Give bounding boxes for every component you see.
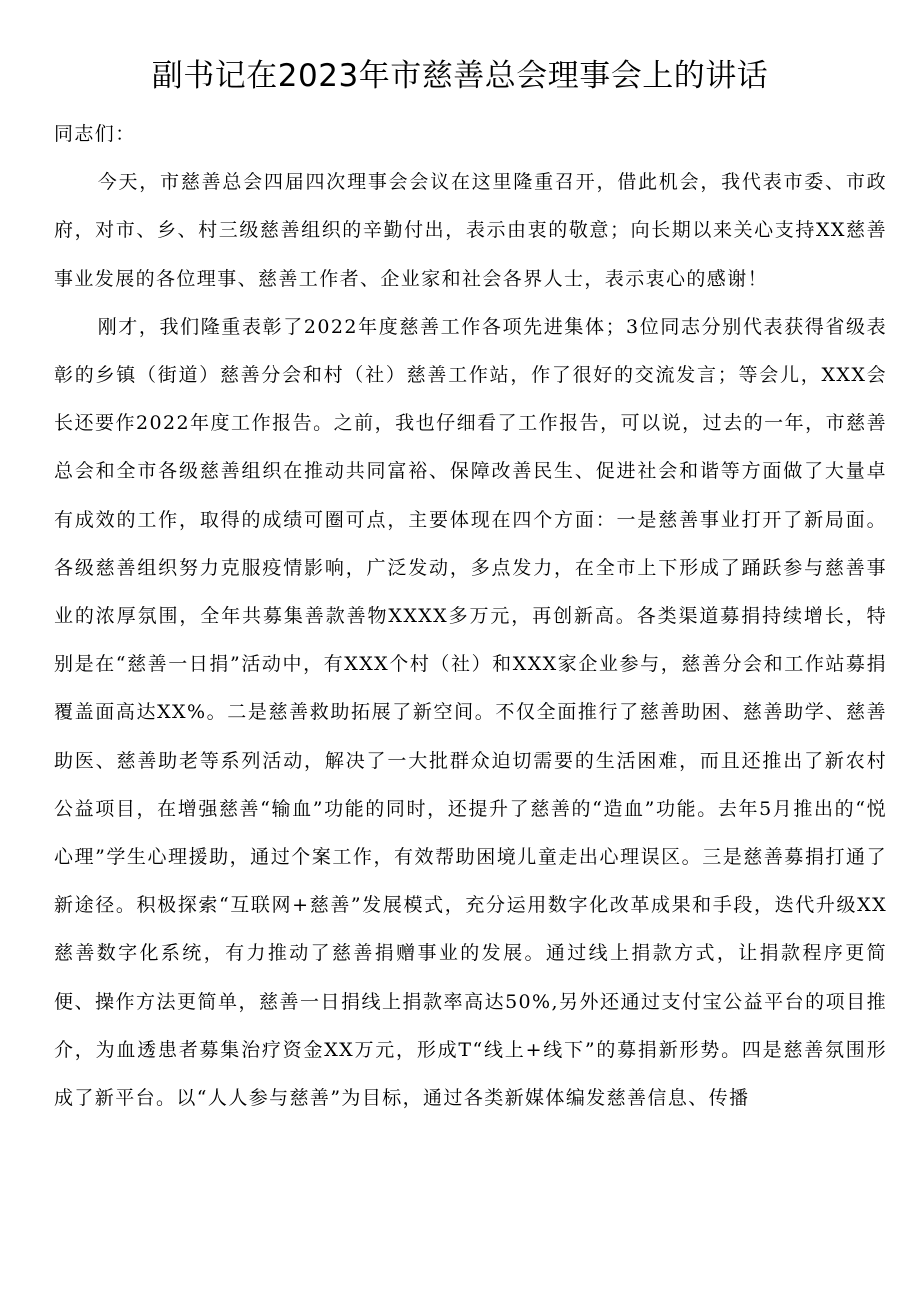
- document-title: 副书记在2023年市慈善总会理事会上的讲话: [151, 58, 769, 94]
- paragraph-opening: 今天，市慈善总会四届四次理事会会议在这里隆重召开，借此机会，我代表市委、市政府，对市、乡、村三级慈善组织的辛勤付出，表示由衷的敬意；向长期以来关心支持XX慈善事业发展的各位理事、慈善工作者、企业家和社会各界人士，表示衷心的感谢！: [54, 171, 887, 290]
- document-body: [54, 110, 887, 1122]
- salutation: 同志们：: [54, 123, 136, 145]
- paragraph-review: 刚才，我们隆重表彰了2022年度慈善工作各项先进集体；3位同志分别代表获得省级表彰的乡镇（街道）慈善分会和村（社）慈善工作站，作了很好的交流发言；等会儿，XXX会长还要作2022年度工作报告。之前，我也仔细看了工作报告，可以说，过去的一年，市慈善总会和全市各级慈善组织在推动共同富裕、保障改善民生、促进社会和谐等方面做了大量卓有成效的工作，取得的成绩可圈可点，主要体现在四个方面：一是慈善事业打开了新局面。各级慈善组织努力克服疫情影响，广泛发动，多点发力，在全市上下形成了踊跃参与慈善事业的浓厚氛围，全年共募集善款善物XXXX多万元，再创新高。各类渠道募捐持续增长，特别是在“慈善一日捐”活动中，有XXX个村（社）和XXX家企业参与，慈善分会和工作站募捐覆盖面高达XX%。二是慈善救助拓展了新空间。不仅全面推行了慈善助困、慈善助学、慈善助医、慈善助老等系列活动，解决了一大批群众迫切需要的生活困难，而且还推出了新农村公益项目，在增强慈善“输血”功能的同时，还提升了慈善的“造血”功能。去年5月推出的“悦心理”学生心理援助，通过个案工作，有效帮助困境儿童走出心理误区。三是慈善募捐打通了新途径。积极探索“互联网+慈善”发展模式，充分运用数字化改革成果和手段，迭代升级XX慈善数字化系统，有力推动了慈善捐赠事业的发展。通过线上捐款方式，让捐款程序更简便、操作方法更简单，慈善一日捐线上捐款率高达50%,另外还通过支付宝公益平台的项目推介，为血透患者募集治疗资金XX万元，形成T“线上+线下”的募捐新形势。四是慈善氛围形成了新平台。以“人人参与慈善”为目标，通过各类新媒体编发慈善信息、传播: [54, 315, 887, 1110]
